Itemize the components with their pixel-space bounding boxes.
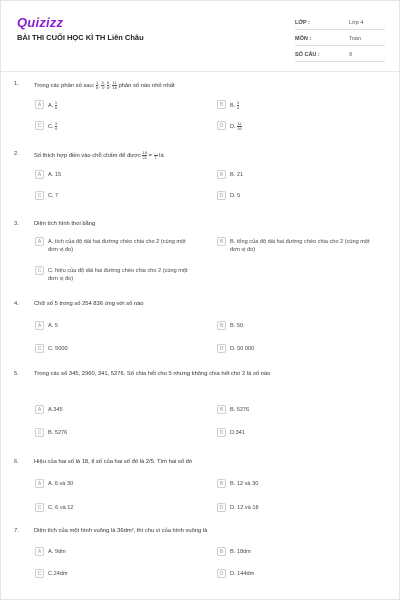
answer-option-c[interactable]	[35, 121, 195, 131]
option-text: B. 12 và 30	[230, 481, 259, 487]
option-letter-box: A	[35, 405, 44, 414]
answer-option-b[interactable]	[217, 321, 377, 330]
question-number: 4.	[14, 301, 19, 307]
meta-value: Lớp 4	[349, 20, 364, 26]
option-letter-box: A	[35, 170, 44, 179]
question-text: Chữ số 5 trong số 254 836 ứng với số nào	[34, 301, 144, 307]
option-text: B. 21	[230, 172, 244, 178]
question-number: 5.	[14, 371, 19, 377]
answer-option-b[interactable]	[217, 547, 377, 556]
answer-option-d[interactable]	[217, 191, 377, 200]
answer-option-c[interactable]	[35, 503, 195, 512]
meta-row-subject	[295, 33, 385, 46]
option-letter-box: A	[35, 479, 44, 488]
option-text: C. $\frac{5}{6}$	[48, 121, 58, 131]
question-text: Số thích hợp điền vào chỗ chấm để được $\frac{15}{21}$ = $\frac{\dots}{7}$ là	[34, 150, 164, 160]
fraction: $\frac{1}{6}$	[54, 100, 58, 110]
answer-option-a[interactable]	[35, 479, 195, 488]
question-text: Diện tích của một hình vuông là 36dm², thì chu vi của hình vuông là	[34, 528, 208, 534]
question-number: 7.	[14, 528, 19, 534]
fraction: $\frac{11}{16}$	[112, 80, 117, 90]
option-letter-box: D	[217, 503, 226, 512]
option-text: B. $\frac{3}{4}$	[230, 100, 240, 110]
meta-key: SỐ CÂU :	[295, 52, 320, 58]
fraction: $\frac{3}{4}$	[101, 80, 104, 90]
option-letter-box: C	[35, 569, 44, 578]
answer-option-c[interactable]	[35, 266, 195, 283]
answer-option-a[interactable]	[35, 170, 195, 179]
option-letter-box: B	[217, 237, 226, 246]
fraction: $\frac{\dots}{7}$	[153, 150, 158, 160]
answer-option-c[interactable]	[35, 428, 195, 437]
option-text: C.24dm	[48, 571, 68, 577]
option-letter-box: A	[35, 237, 44, 246]
option-letter-box: A	[35, 547, 44, 556]
question-text: Trong các phân số sau: $\frac{1}{6}$ ; $\frac{3}{4}$ ; $\frac{5}{6}$ ; $\frac{11}{16}$ phân số nào nhỏ nhất	[34, 80, 175, 90]
option-letter-box: D	[217, 121, 226, 130]
answer-option-b[interactable]	[217, 100, 377, 110]
option-letter-box: C	[35, 191, 44, 200]
answer-option-d[interactable]	[217, 569, 377, 578]
option-letter-box: D	[217, 569, 226, 578]
option-text: C. 6 và 12	[48, 505, 74, 511]
option-letter-box: A	[35, 321, 44, 330]
option-letter-box: C	[35, 503, 44, 512]
answer-option-a[interactable]	[35, 100, 195, 110]
fraction: $\frac{1}{6}$	[95, 80, 99, 90]
answer-option-d[interactable]	[217, 344, 377, 353]
option-letter-box: B	[217, 170, 226, 179]
option-letter-box: C	[35, 266, 44, 275]
fraction: $\frac{5}{6}$	[106, 80, 110, 90]
option-text: D. 12 và 18	[230, 505, 259, 511]
option-text: A.345	[48, 407, 63, 413]
option-letter-box: D	[217, 191, 226, 200]
answer-option-a[interactable]	[35, 237, 195, 254]
answer-option-b[interactable]	[217, 479, 377, 488]
option-text: A. 15	[48, 172, 62, 178]
question-number: 6.	[14, 459, 19, 465]
meta-row-count	[295, 49, 385, 62]
option-letter-box: D	[217, 344, 226, 353]
option-text: D. $\frac{11}{16}$	[230, 121, 242, 131]
answer-option-c[interactable]	[35, 569, 195, 578]
option-text: B. 5276	[48, 430, 68, 436]
option-letter-box: C	[35, 344, 44, 353]
answer-option-a[interactable]	[35, 547, 195, 556]
option-text: B. tổng của độ dài hai đường chéo chia cho 2 (cùng một đơn vị đo)	[230, 239, 370, 253]
option-text: B. 50	[230, 323, 244, 329]
option-letter-box: A	[35, 100, 44, 109]
fraction: $\frac{11}{16}$	[237, 121, 242, 131]
option-letter-box: B	[217, 100, 226, 109]
option-text: C. hiệu của độ dài hai đường chéo chia cho 2 (cùng một đơn vị đo)	[48, 268, 188, 282]
fraction: $\frac{15}{21}$	[142, 150, 147, 160]
question-number: 3.	[14, 221, 19, 227]
answer-option-c[interactable]	[35, 191, 195, 200]
worksheet-title: BÀI THI CUỐI HỌC KÌ TH Liên Châu	[17, 33, 144, 42]
option-text: D.341	[230, 430, 245, 436]
question-text: Diện tích hình thoi bằng	[34, 221, 96, 227]
option-text: A. $\frac{1}{6}$	[48, 100, 58, 110]
option-text: B. 18dm	[230, 549, 251, 555]
option-text: C. 7	[48, 193, 59, 199]
meta-row-class	[295, 17, 385, 30]
option-text: D. 5	[230, 193, 241, 199]
fraction: $\frac{5}{6}$	[55, 121, 58, 131]
question-number: 2.	[14, 151, 19, 157]
answer-option-b[interactable]	[217, 237, 377, 254]
option-text: A. 6 và 30	[48, 481, 74, 487]
meta-key: LỚP :	[295, 20, 310, 26]
option-text: A. tích của độ dài hai đường chéo chia cho 2 (cùng một đơn vị đo)	[48, 239, 186, 253]
option-letter-box: C	[35, 428, 44, 437]
answer-option-a[interactable]	[35, 321, 195, 330]
option-letter-box: B	[217, 547, 226, 556]
meta-value: 9	[349, 52, 353, 58]
answer-option-b[interactable]	[217, 170, 377, 179]
option-letter-box: B	[217, 405, 226, 414]
option-text: A. 9dm	[48, 549, 66, 555]
meta-value: Toán	[349, 36, 361, 42]
answer-option-d[interactable]	[217, 503, 377, 512]
option-text: C. 5000	[48, 346, 68, 352]
option-letter-box: C	[35, 121, 44, 130]
option-letter-box: B	[217, 321, 226, 330]
answer-option-c[interactable]	[35, 344, 195, 353]
answer-option-d[interactable]	[217, 121, 377, 131]
answer-option-a[interactable]	[35, 405, 195, 414]
option-text: A. 5	[48, 323, 58, 329]
answer-option-b[interactable]	[217, 405, 377, 414]
option-text: D. 50 000	[230, 346, 255, 352]
question-text: Trong các số 345, 2960, 341, 5276. Số chia hết cho 5 nhưng không chia hết cho 2 là số nào	[34, 371, 271, 377]
question-text: Hiệu của hai số là 18, tỉ số của hai số đó là 2/5. Tìm hai số đó	[34, 459, 193, 465]
header-divider	[1, 71, 399, 72]
meta-key: MÔN :	[295, 36, 312, 42]
worksheet-meta	[295, 17, 385, 65]
fraction: $\frac{3}{4}$	[236, 100, 240, 110]
quizizz-logo: Quizizz	[17, 15, 64, 30]
option-text: D. 144dm	[230, 571, 255, 577]
question-number: 1.	[14, 81, 19, 87]
option-letter-box: D	[217, 428, 226, 437]
answer-option-d[interactable]	[217, 428, 377, 437]
option-letter-box: B	[217, 479, 226, 488]
option-text: B. 5276	[230, 407, 250, 413]
